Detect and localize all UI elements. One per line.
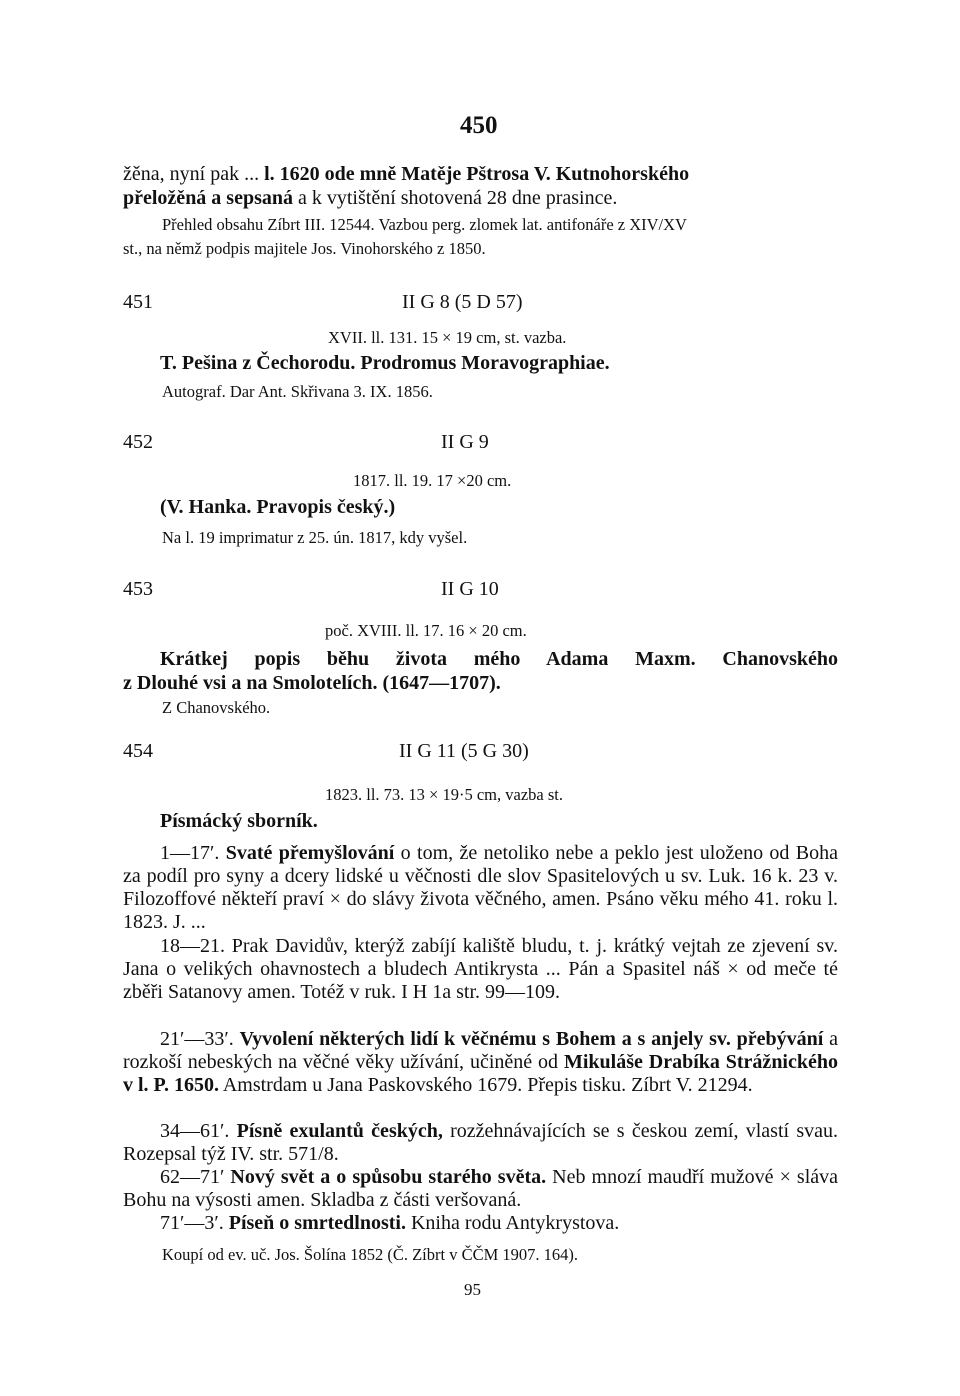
entry-title-text: (V. Hanka. Pravopis český.) (160, 496, 396, 518)
section-title: Nový svět a o spůsobu starého světa. (230, 1166, 547, 1188)
pages-range: 1—17′. (160, 842, 226, 864)
intro-note-line-2: st., na němž podpis majitele Jos. Vinohorského z 1850. (123, 239, 486, 258)
contents-paragraph-6 (123, 1212, 838, 1235)
entry-number-451: 451 (123, 291, 153, 313)
entry-note-452: Na l. 19 imprimatur z 25. ún. 1817, kdy vyšel. (162, 528, 468, 547)
section-title: Svaté přemyšlování (225, 842, 395, 864)
contents-paragraph-4 (123, 1120, 838, 1166)
pages-range: 21′—33′. (160, 1028, 240, 1050)
folio-number: 95 (464, 1280, 481, 1299)
entry-physical-451: XVII. ll. 131. 15 × 19 cm, st. vazba. (328, 328, 567, 347)
section-title: Písně exulantů českých, (236, 1120, 443, 1142)
contents-paragraph-3 (123, 1028, 838, 1097)
section-text: 18—21. Prak Davidův, kterýž zabíjí kaliště bludu, t. j. krátký vejtah ze zjevení sv. Jana o velikých ohavnostech a bludech Antikrysta ... Pán a Spasitel náš × od meče té zběři Satanovy amen. Totéž v ruk. I H 1a str. 99—109. (123, 935, 838, 1003)
entry-physical-454: 1823. ll. 73. 13 × 19·5 cm, vazba st. (325, 785, 563, 804)
contents-paragraph-2 (123, 935, 838, 1004)
section-text: Amstrdam u Jana Paskovského 1679. Přepis tisku. Zíbrt V. 21294. (218, 1074, 753, 1096)
entry-note-453: Z Chanovského. (162, 698, 271, 717)
entry-signature-451: II G 8 (5 D 57) (402, 291, 523, 313)
entry-title-text: T. Pešina z Čechorodu. Prodromus Moravographiae. (160, 352, 610, 374)
entry-physical-453: poč. XVIII. ll. 17. 16 × 20 cm. (325, 621, 527, 640)
intro-note-line-1: Přehled obsahu Zíbrt III. 12544. Vazbou perg. zlomek lat. antifonáře z XIV/XV (162, 215, 687, 234)
section-text: Neb mnozí maudří mužové × sláva Bohu na výsosti amen. Skladba z části veršovaná. (123, 1166, 839, 1211)
section-text: a rozkoší nebeských na věčné věky užívání, učiněné od (123, 1028, 838, 1073)
entry-title-453-line-1 (160, 648, 838, 671)
entry-number-452: 452 (123, 431, 153, 453)
pages-range: 71′—3′. (160, 1212, 229, 1234)
intro-line-2 (123, 187, 838, 210)
entry-title-text: Písmácký sborník. (160, 810, 318, 832)
section-text: rozžehnávajících se s českou zemí, vlastí svau. Rozepsal týž IV. str. 571/8. (123, 1120, 839, 1165)
entry-signature-454: II G 11 (5 G 30) (399, 740, 529, 762)
pages-range: 34—61′. (160, 1120, 237, 1142)
entry-title-text: z Dlouhé vsi a na Smolotelích. (1647—1707). (123, 672, 501, 694)
section-title: Vyvolení některých lidí k věčnému s Bohem a s anjely sv. přebývání (239, 1028, 824, 1050)
entry-title-451 (160, 352, 875, 375)
entry-number-454: 454 (123, 740, 153, 762)
entry-physical-452: 1817. ll. 19. 17 ×20 cm. (353, 471, 512, 490)
intro-line-1 (123, 163, 838, 186)
section-author: Mikuláše Drabíka Strážnického v l. P. 1650. (123, 1051, 838, 1096)
page-number: 450 (460, 112, 498, 139)
entry-signature-452: II G 9 (441, 431, 489, 453)
section-text: Kniha rodu Antykrystova. (405, 1212, 620, 1234)
intro-bold: l. 1620 ode mně Matěje Pštrosa V. Kutnohorského (264, 163, 690, 185)
pages-range: 62—71′ (160, 1166, 231, 1188)
intro-text: žěna, nyní pak ... (123, 163, 265, 185)
section-text: o tom, že netoliko nebe a peklo jest uloženo od Boha za podíl pro syny a dcery lidské u věčnosti dle slov Spasitelových u sv. Luk. 16 k. 23 v. Filozoffové někteří praví × do slávy života věčného, amen. Psáno věku mého 41. roku l. 1823. J. ... (123, 842, 839, 933)
contents-paragraph-5 (123, 1166, 838, 1212)
entry-title-453-line-2 (123, 672, 838, 695)
entry-note-451: Autograf. Dar Ant. Skřivana 3. IX. 1856. (162, 382, 433, 401)
intro-text-2: a k vytištění shotovená 28 dne prasince. (293, 187, 618, 209)
entry-number-453: 453 (123, 578, 153, 600)
section-title: Píseň o smrtedlnosti. (228, 1212, 406, 1234)
entry-signature-453: II G 10 (441, 578, 499, 600)
acquisition-note: Koupí od ev. uč. Jos. Šolína 1852 (Č. Zíbrt v ČČM 1907. 164). (162, 1245, 579, 1264)
entry-title-452 (160, 496, 875, 519)
intro-bold-2: přeložěná a sepsaná (123, 187, 293, 209)
entry-title-454 (160, 810, 875, 833)
contents-paragraph-1 (123, 842, 838, 934)
entry-title-text: Krátkej popis běhu života mého Adama Maxm. Chanovského (160, 648, 838, 670)
